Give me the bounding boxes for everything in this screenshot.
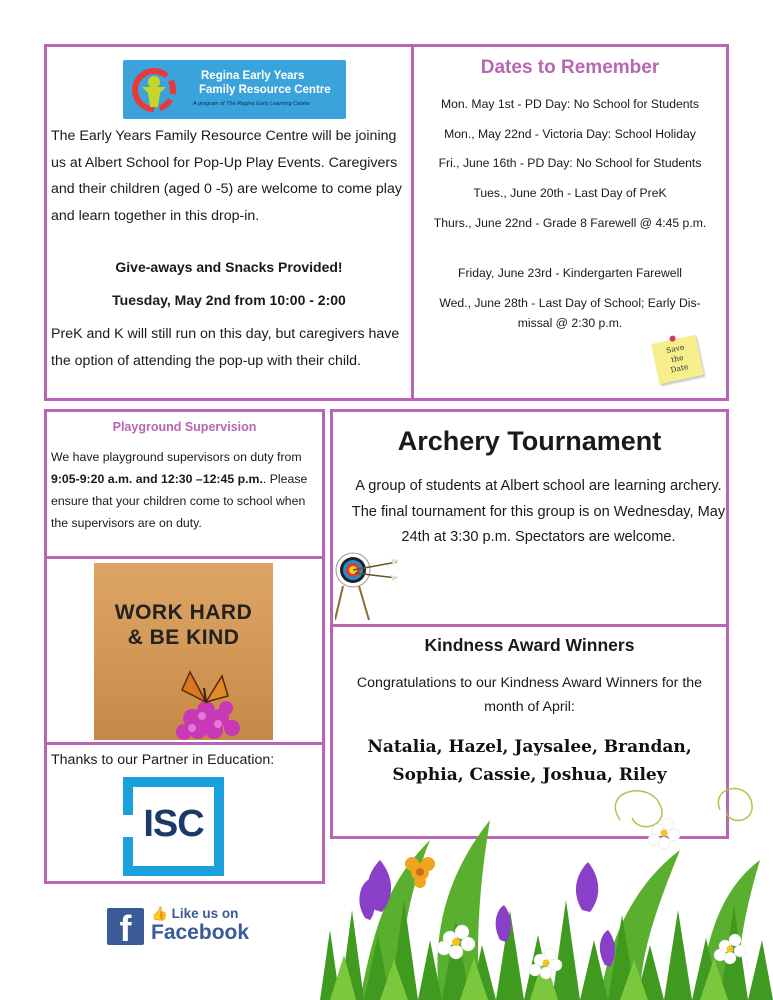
archery-text: A group of students at Albert school are learning archery. The final tournament for this group is on Wednesday, May 24th at 3:30 p.m. Spectators are welcome. [351, 478, 726, 545]
partner-box [44, 742, 325, 884]
archery-target-icon [335, 540, 399, 622]
popup-date-heading: Tuesday, May 2nd from 10:00 - 2:00 [112, 292, 346, 308]
winners-line: Natalia, Hazel, Jaysalee, Brandan, [367, 737, 692, 757]
date-item: Friday, June 23rd - Kindergarten Farewell [458, 266, 682, 280]
dates-title: Dates to Remember [480, 57, 660, 78]
archery-tournament-box [330, 409, 729, 627]
facebook-link[interactable] [107, 906, 252, 949]
logo-title-line2: Family Resource Centre [199, 84, 331, 96]
winners-line: Sophia, Cassie, Joshua, Riley [392, 765, 667, 785]
pushpin-icon [669, 335, 676, 342]
giveaway-heading: Give-aways and Snacks Provided! [115, 259, 343, 275]
logo-title-line1: Regina Early Years [201, 70, 305, 82]
resource-note-text: PreK and K will still run on this day, but caregivers have the option of attending the pop-up with their child. [51, 326, 400, 369]
save-the-date-note [651, 335, 704, 384]
be-kind-text: & BE KIND [127, 626, 240, 649]
regina-early-years-logo [123, 60, 346, 119]
work-hard-be-kind-image [94, 563, 273, 740]
thumbs-up-icon: 👍 [151, 906, 168, 921]
work-hard-text: WORK HARD [114, 601, 253, 624]
facebook-word: Facebook [151, 921, 250, 944]
playground-title: Playground Supervision [112, 420, 257, 434]
dates-to-remember-box [411, 44, 729, 401]
like-us-text: 👍 Like us on [151, 906, 239, 921]
date-item: Mon., May 22nd - Victoria Day: School Holiday [444, 127, 696, 141]
date-item: Tues., June 20th - Last Day of PreK [473, 186, 667, 200]
date-item: Thurs., June 22nd - Grade 8 Farewell @ 4:45 p.m. [433, 216, 707, 230]
facebook-icon: f [107, 908, 144, 945]
resource-intro-text: The Early Years Family Resource Centre will be joining us at Albert School for Pop-Up Play Events. Caregivers and their children (aged 0 -5) are welcome to come play and learn together in this drop-in. [51, 128, 402, 224]
date-item: Wed., June 28th - Last Day of School; Early Dis-missal @ 2:30 p.m. [439, 296, 701, 330]
partner-text: Thanks to our Partner in Education: [51, 752, 275, 768]
resource-centre-box [44, 44, 414, 401]
kindness-text: Congratulations to our Kindness Award Winners for the month of April: [356, 675, 703, 715]
grass-flowers-decoration [320, 760, 773, 1000]
playground-supervision-box [44, 409, 325, 559]
date-item: Fri., June 16th - PD Day: No School for Students [438, 156, 702, 170]
kindness-title: Kindness Award Winners [424, 635, 635, 655]
butterfly-flower-icon [94, 658, 273, 740]
isc-logo-text: ISC [143, 803, 204, 845]
save-the-date-text: Save the Date [665, 342, 690, 375]
work-hard-image-box [44, 556, 325, 745]
playground-text: We have playground supervisors on duty from 9:05-9:20 a.m. and 12:30 –12:45 p.m.. Please ensure that your children come to school when the supervisors are on duty. [51, 450, 308, 530]
family-figure-icon [129, 65, 179, 115]
date-item: Mon. May 1st - PD Day: No School for Students [440, 97, 700, 111]
logo-subtitle: A program of The Regina Early Learning Centre [193, 101, 310, 107]
supervision-times: 9:05-9:20 a.m. and 12:30 –12:45 p.m. [51, 472, 263, 486]
archery-title: Archery Tournament [397, 426, 662, 456]
isc-logo [123, 777, 224, 876]
